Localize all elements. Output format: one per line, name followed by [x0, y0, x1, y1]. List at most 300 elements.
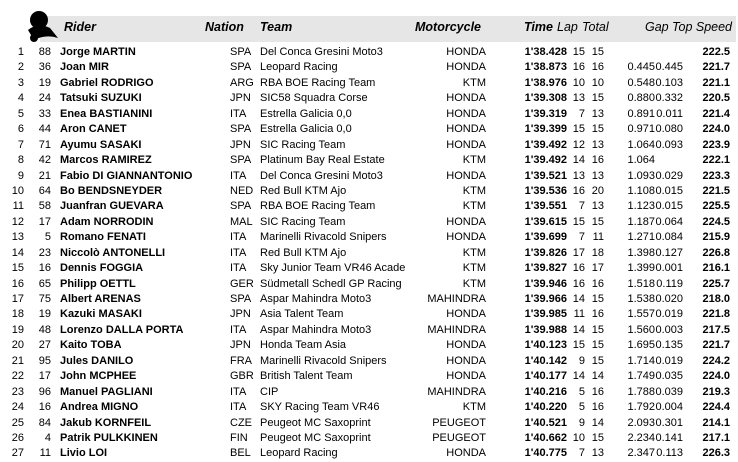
position: 18	[11, 308, 24, 321]
nation: ITA	[230, 401, 247, 414]
motorcycle: HONDA	[446, 447, 486, 460]
total-laps: 15	[591, 339, 604, 352]
rider-number: 95	[38, 354, 51, 367]
lap-time: 1'40.142	[524, 354, 567, 367]
gap-previous: 0.127	[655, 246, 683, 259]
position: 20	[11, 339, 24, 352]
lap-time: 1'40.177	[524, 370, 567, 383]
top-speed: 220.5	[702, 92, 730, 105]
top-speed: 221.4	[702, 107, 730, 120]
gap-previous: 0.119	[656, 277, 683, 290]
position: 27	[11, 447, 24, 460]
motorcycle: KTM	[462, 76, 486, 89]
motorcycle: MAHINDRA	[427, 385, 486, 398]
team: SIC Racing Team	[260, 138, 346, 151]
gap-first: 2.093	[627, 416, 655, 429]
lap-time: 1'39.615	[524, 215, 567, 228]
lap-time: 1'39.319	[524, 107, 567, 120]
top-speed: 224.0	[702, 123, 730, 136]
lap: 16	[572, 184, 585, 197]
top-speed: 225.5	[702, 200, 730, 213]
rider-name: Manuel PAGLIANI	[60, 385, 153, 398]
header-bar	[40, 16, 736, 42]
rider-name: Ayumu SASAKI	[60, 138, 142, 151]
position: 24	[11, 401, 24, 414]
gap-previous: 0.039	[655, 385, 683, 398]
rider-name: Fabio DI GIANNANTONIO	[60, 169, 193, 182]
table-row	[0, 431, 738, 446]
team: Aspar Mahindra Moto3	[260, 293, 372, 305]
nation: SPA	[230, 46, 252, 58]
gap-previous: 0.015	[655, 200, 683, 213]
gap-first: 1.398	[627, 246, 655, 259]
rider-number: 19	[38, 308, 51, 321]
position: 13	[11, 231, 24, 244]
header-team: Team	[260, 20, 293, 34]
total-laps: 16	[591, 308, 604, 321]
rider-name: Jorge MARTIN	[60, 46, 136, 58]
top-speed: 217.5	[702, 323, 730, 336]
motorcycle: KTM	[462, 154, 486, 167]
top-speed: 224.4	[702, 401, 730, 414]
table-row	[0, 45, 738, 60]
team: Südmetall Schedl GP Racing	[260, 277, 402, 290]
gap-first: 1.064	[627, 154, 655, 167]
position: 12	[11, 215, 24, 228]
gap-previous: 0.093	[655, 138, 683, 151]
motorcycle: KTM	[462, 184, 486, 197]
rider-name: Niccolò ANTONELLI	[60, 246, 166, 259]
nation: JPN	[230, 138, 251, 151]
lap: 15	[572, 123, 585, 136]
total-laps: 15	[591, 123, 604, 136]
nation: BEL	[230, 447, 251, 460]
top-speed: 224.2	[702, 354, 730, 367]
top-speed: 225.7	[702, 277, 730, 290]
team: Platinum Bay Real Estate	[260, 154, 385, 167]
position: 2	[17, 61, 24, 74]
gap-first: 1.792	[627, 401, 655, 414]
lap-time: 1'40.216	[524, 385, 567, 398]
table-row	[0, 184, 738, 199]
gap-previous: 0.019	[655, 354, 683, 367]
top-speed: 226.3	[702, 447, 730, 460]
lap-time: 1'39.492	[524, 154, 567, 167]
gap-previous: 0.011	[656, 107, 683, 120]
table-row	[0, 323, 738, 338]
top-speed: 221.8	[702, 308, 730, 321]
motorcycle: HONDA	[446, 138, 486, 151]
lap-time: 1'39.521	[524, 169, 567, 182]
total-laps: 10	[591, 76, 604, 89]
gap-previous: 0.301	[655, 416, 683, 429]
gap-first: 1.538	[627, 293, 655, 305]
lap: 16	[572, 262, 585, 275]
team: Del Conca Gresini Moto3	[260, 169, 383, 182]
total-laps: 13	[591, 447, 604, 460]
position: 23	[11, 385, 24, 398]
rider-number: 96	[38, 385, 51, 398]
lap-time: 1'39.827	[524, 262, 567, 275]
gap-first: 1.271	[627, 231, 655, 244]
team: Peugeot MC Saxoprint	[260, 416, 371, 429]
rider-number: 24	[38, 92, 51, 105]
table-row	[0, 261, 738, 276]
table-row	[0, 199, 738, 214]
motorcycle: HONDA	[446, 61, 486, 74]
nation: MAL	[230, 215, 253, 228]
gap-first: 2.347	[627, 447, 655, 460]
rider-name: Romano FENATI	[60, 231, 146, 244]
motorcycle: HONDA	[446, 169, 486, 182]
nation: ITA	[230, 246, 247, 259]
position: 19	[11, 323, 24, 336]
gap-first: 1.557	[627, 308, 655, 321]
gap-first: 1.714	[627, 354, 655, 367]
top-speed: 221.1	[702, 76, 730, 89]
gap-previous: 0.332	[655, 92, 683, 105]
table-row	[0, 138, 738, 153]
lap-time: 1'38.976	[524, 76, 567, 89]
total-laps: 11	[592, 231, 604, 244]
total-laps: 14	[591, 370, 604, 383]
top-speed: 218.0	[702, 293, 730, 305]
lap: 15	[572, 215, 585, 228]
motorcycle: KTM	[462, 246, 486, 259]
lap-time: 1'38.873	[524, 61, 567, 74]
lap-time: 1'39.308	[524, 92, 567, 105]
gap-first: 0.548	[627, 76, 655, 89]
lap: 12	[572, 138, 585, 151]
table-row	[0, 446, 738, 461]
table-row	[0, 230, 738, 245]
lap: 13	[572, 169, 585, 182]
team: British Talent Team	[260, 370, 353, 383]
rider-name: Kazuki MASAKI	[60, 308, 142, 321]
motorcycle-rider-logo-icon	[24, 8, 60, 44]
lap-time: 1'39.536	[524, 184, 567, 197]
rider-number: 65	[38, 277, 51, 290]
position: 4	[17, 92, 24, 105]
gap-first: 0.971	[627, 123, 655, 136]
top-speed: 219.3	[702, 385, 730, 398]
rider-name: Albert ARENAS	[60, 293, 141, 305]
lap: 11	[573, 308, 585, 321]
team: Aspar Mahindra Moto3	[260, 323, 372, 336]
lap: 7	[578, 447, 585, 460]
rider-name: Patrik PULKKINEN	[60, 431, 158, 444]
lap: 13	[572, 92, 585, 105]
nation: SPA	[230, 123, 252, 136]
gap-first: 1.695	[627, 339, 655, 352]
motorcycle: HONDA	[446, 308, 486, 321]
table-row	[0, 400, 738, 415]
top-speed: 224.0	[702, 370, 730, 383]
nation: ITA	[230, 262, 247, 275]
lap: 7	[578, 231, 585, 244]
position: 14	[11, 246, 24, 259]
rider-number: 19	[38, 76, 51, 89]
position: 26	[11, 431, 24, 444]
table-row	[0, 91, 738, 106]
motorcycle: HONDA	[446, 46, 486, 58]
team: Honda Team Asia	[260, 339, 347, 352]
lap: 15	[572, 46, 585, 58]
team: Leopard Racing	[260, 447, 338, 460]
gap-first: 1.064	[627, 138, 655, 151]
total-laps: 17	[591, 262, 604, 275]
top-speed: 221.5	[702, 184, 730, 197]
table-header	[0, 8, 738, 44]
rider-name: Lorenzo DALLA PORTA	[60, 323, 184, 336]
nation: FRA	[230, 354, 252, 367]
gap-first: 1.093	[627, 169, 655, 182]
lap: 14	[572, 323, 585, 336]
top-speed: 223.9	[702, 138, 730, 151]
rider-name: Joan MIR	[60, 61, 109, 74]
lap: 17	[572, 246, 585, 259]
top-speed: 216.1	[702, 262, 730, 275]
gap-first: 2.234	[627, 431, 655, 444]
position: 15	[11, 262, 24, 275]
team: Marinelli Rivacold Snipers	[260, 354, 387, 367]
rider-name: Adam NORRODIN	[60, 215, 154, 228]
total-laps: 13	[591, 169, 604, 182]
position: 9	[17, 169, 24, 182]
gap-previous: 0.135	[655, 339, 683, 352]
lap-time: 1'39.399	[524, 123, 567, 136]
total-laps: 15	[591, 354, 604, 367]
motorcycle: HONDA	[446, 92, 486, 105]
team: SIC58 Squadra Corse	[260, 92, 368, 105]
rider-number: 5	[44, 231, 51, 244]
total-laps: 15	[591, 215, 604, 228]
lap: 14	[572, 154, 585, 167]
lap: 16	[572, 61, 585, 74]
lap: 5	[578, 385, 585, 398]
table-row	[0, 385, 738, 400]
header-top-speed: Top Speed	[672, 20, 733, 34]
rider-number: 75	[38, 293, 51, 305]
lap-time: 1'39.946	[524, 277, 567, 290]
total-laps: 16	[591, 154, 604, 167]
lap-time: 1'39.826	[524, 246, 567, 259]
rider-number: 71	[38, 138, 51, 151]
rider-number: 23	[38, 246, 51, 259]
lap: 7	[578, 200, 585, 213]
team: Asia Talent Team	[260, 308, 344, 321]
gap-previous: 0.019	[655, 308, 683, 321]
motorcycle: HONDA	[446, 370, 486, 383]
rider-number: 33	[38, 107, 51, 120]
rider-name: Enea BASTIANINI	[60, 107, 153, 120]
gap-previous: 0.103	[655, 76, 683, 89]
gap-first: 1.187	[627, 215, 655, 228]
nation: SPA	[230, 61, 252, 74]
rider-number: 17	[38, 215, 51, 228]
position: 6	[17, 123, 24, 136]
nation: ITA	[230, 169, 247, 182]
lap-time: 1'39.492	[524, 138, 567, 151]
lap-time: 1'39.551	[524, 200, 567, 213]
top-speed: 226.8	[702, 246, 730, 259]
total-laps: 20	[591, 184, 604, 197]
header-time: Time	[524, 20, 553, 34]
team: Estrella Galicia 0,0	[260, 107, 352, 120]
rider-name: Tatsuki SUZUKI	[60, 92, 142, 105]
nation: SPA	[230, 293, 252, 305]
lap-time: 1'39.966	[524, 293, 567, 305]
team: Del Conca Gresini Moto3	[260, 46, 383, 58]
rider-number: 4	[44, 431, 51, 444]
top-speed: 215.9	[702, 231, 730, 244]
motorcycle: HONDA	[446, 123, 486, 136]
table-row	[0, 215, 738, 230]
table-row	[0, 107, 738, 122]
gap-first: 1.518	[627, 277, 655, 290]
position: 5	[17, 107, 24, 120]
nation: GER	[230, 277, 254, 290]
header-total: Total	[582, 20, 609, 34]
position: 17	[11, 293, 24, 305]
rider-name: Gabriel RODRIGO	[60, 76, 154, 89]
nation: NED	[230, 184, 254, 197]
lap: 10	[572, 431, 585, 444]
position: 1	[17, 46, 24, 58]
table-row	[0, 416, 738, 431]
table-row	[0, 122, 738, 137]
nation: ITA	[230, 323, 247, 336]
position: 11	[12, 200, 24, 213]
rider-number: 16	[38, 401, 51, 414]
nation: SPA	[230, 200, 252, 213]
rider-name: Jakub KORNFEIL	[60, 416, 152, 429]
lap-time: 1'40.220	[524, 401, 567, 414]
rider-number: 84	[38, 416, 51, 429]
rider-name: Aron CANET	[60, 123, 127, 136]
total-laps: 15	[591, 293, 604, 305]
lap: 9	[578, 354, 585, 367]
top-speed: 221.7	[702, 339, 730, 352]
position: 3	[17, 76, 24, 89]
gap-previous: 0.001	[655, 262, 683, 275]
lap-time: 1'40.521	[524, 416, 567, 429]
lap: 15	[572, 339, 585, 352]
gap-first: 0.891	[627, 107, 655, 120]
motorcycle: KTM	[462, 277, 486, 290]
rider-number: 48	[38, 323, 51, 336]
total-laps: 16	[591, 277, 604, 290]
position: 16	[11, 277, 24, 290]
motorcycle: HONDA	[446, 107, 486, 120]
gap-previous: 0.141	[655, 431, 683, 444]
motorcycle: HONDA	[446, 231, 486, 244]
total-laps: 16	[591, 385, 604, 398]
nation: SPA	[230, 154, 252, 167]
nation: FIN	[230, 431, 248, 444]
lap: 14	[572, 293, 585, 305]
rider-number: 44	[38, 123, 51, 136]
lap-time: 1'40.123	[524, 339, 567, 352]
total-laps: 16	[591, 401, 604, 414]
top-speed: 222.5	[702, 46, 730, 58]
total-laps: 13	[591, 107, 604, 120]
lap-time: 1'39.699	[524, 231, 567, 244]
results-table	[0, 45, 738, 462]
rider-number: 27	[38, 339, 51, 352]
position: 25	[11, 416, 24, 429]
gap-first: 1.788	[627, 385, 655, 398]
table-row	[0, 369, 738, 384]
gap-first: 0.445	[627, 61, 655, 74]
rider-number: 36	[38, 61, 51, 74]
position: 21	[11, 354, 24, 367]
rider-name: Philipp OETTL	[60, 277, 136, 290]
table-row	[0, 246, 738, 261]
lap-time: 1'39.985	[524, 308, 567, 321]
rider-number: 11	[39, 447, 51, 460]
gap-previous: 0.080	[655, 123, 683, 136]
top-speed: 217.1	[702, 431, 730, 444]
rider-number: 21	[38, 169, 51, 182]
gap-previous: 0.003	[655, 323, 683, 336]
rider-number: 16	[38, 262, 51, 275]
team: Sky Junior Team VR46 Acade	[260, 262, 406, 275]
nation: CZE	[230, 416, 252, 429]
gap-previous: 0.029	[655, 169, 683, 182]
nation: ARG	[230, 76, 254, 89]
motorcycle: KTM	[462, 401, 486, 414]
nation: JPN	[230, 308, 251, 321]
top-speed: 224.5	[702, 215, 730, 228]
gap-previous: 0.015	[655, 184, 683, 197]
table-row	[0, 169, 738, 184]
nation: JPN	[230, 92, 251, 105]
rider-name: Marcos RAMIREZ	[60, 154, 152, 167]
header-rider: Rider	[64, 20, 96, 34]
top-speed: 223.3	[702, 169, 730, 182]
gap-first: 0.880	[627, 92, 655, 105]
gap-first: 1.399	[627, 262, 655, 275]
motorcycle: PEUGEOT	[432, 416, 486, 429]
total-laps: 15	[591, 431, 604, 444]
header-motorcycle: Motorcycle	[415, 20, 481, 34]
rider-name: Bo BENDSNEYDER	[60, 184, 163, 197]
rider-name: Andrea MIGNO	[60, 401, 139, 414]
table-row	[0, 76, 738, 91]
lap-time: 1'40.775	[524, 447, 567, 460]
team: Red Bull KTM Ajo	[260, 246, 347, 259]
nation: GBR	[230, 370, 254, 383]
lap: 9	[578, 416, 585, 429]
rider-name: Livio LOI	[60, 447, 108, 460]
lap: 5	[578, 401, 585, 414]
team: RBA BOE Racing Team	[260, 76, 376, 89]
motorcycle: HONDA	[446, 215, 486, 228]
table-row	[0, 153, 738, 168]
motorcycle: KTM	[462, 200, 486, 213]
team: SKY Racing Team VR46	[260, 401, 380, 414]
rider-name: Dennis FOGGIA	[60, 262, 144, 275]
total-laps: 14	[591, 416, 604, 429]
motorcycle: PEUGEOT	[432, 431, 486, 444]
gap-previous: 0.004	[655, 401, 683, 414]
gap-first: 1.749	[627, 370, 655, 383]
rider-name: Juanfran GUEVARA	[60, 200, 164, 213]
rider-name: John MCPHEE	[60, 370, 137, 383]
total-laps: 15	[591, 323, 604, 336]
team: Leopard Racing	[260, 61, 338, 74]
